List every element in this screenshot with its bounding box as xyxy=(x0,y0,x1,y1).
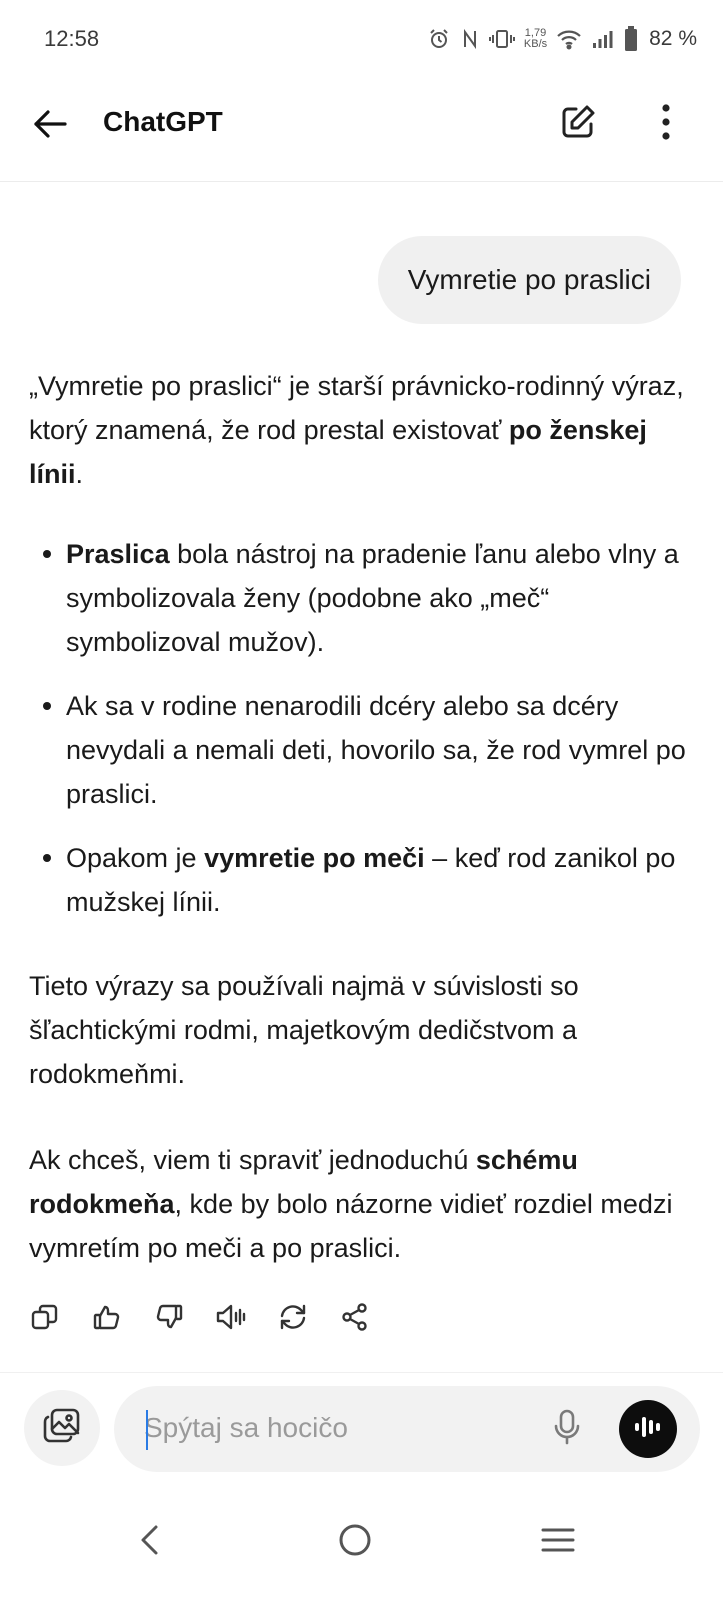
battery-icon xyxy=(624,26,638,52)
copy-button[interactable] xyxy=(26,1300,64,1338)
voice-mode-button[interactable] xyxy=(619,1400,677,1458)
regenerate-button[interactable] xyxy=(274,1300,312,1338)
new-chat-button[interactable] xyxy=(550,96,606,152)
network-speed-value: 1,79 xyxy=(524,27,547,39)
thumbs-up-icon xyxy=(92,1302,122,1337)
speaker-icon xyxy=(215,1302,247,1337)
nfc-icon xyxy=(460,27,480,51)
message-composer xyxy=(114,1386,700,1472)
copy-icon xyxy=(30,1302,60,1337)
network-speed xyxy=(524,28,547,50)
user-message-text: Vymretie po praslici xyxy=(407,264,651,295)
answer-paragraph-bold: schému rodokmeňa xyxy=(29,1145,578,1219)
dictation-button[interactable] xyxy=(544,1406,590,1452)
message-actions xyxy=(26,1300,374,1338)
list-item xyxy=(29,532,689,664)
bullet-bold: Praslica xyxy=(66,539,170,569)
like-button[interactable] xyxy=(88,1300,126,1338)
arrow-left-icon xyxy=(32,109,68,144)
refresh-icon xyxy=(277,1302,309,1337)
voice-mode-icon xyxy=(633,1414,663,1445)
list-item xyxy=(29,836,689,924)
answer-paragraph-text: , kde by bolo názorne vidieť rozdiel medzi vymretím po meči a po praslici. xyxy=(29,1189,673,1263)
signal-icon xyxy=(591,28,615,50)
new-chat-edit-icon xyxy=(559,103,597,146)
system-home-button[interactable] xyxy=(325,1512,385,1572)
answer-intro-text: „Vymretie po praslici“ je starší právnicko-rodinný výraz, ktorý znamená, že rod prestal existovať xyxy=(29,371,684,445)
vibrate-icon xyxy=(489,27,515,51)
more-vertical-icon xyxy=(661,104,671,145)
answer-paragraph-text: Ak chceš, viem ti spraviť jednoduchú xyxy=(29,1145,476,1175)
app-bar xyxy=(0,78,723,182)
read-aloud-button[interactable] xyxy=(212,1300,250,1338)
answer-intro xyxy=(29,364,689,496)
list-item xyxy=(29,684,689,816)
answer-intro-end: . xyxy=(75,459,84,489)
system-nav-bar xyxy=(0,1492,723,1600)
bullet-text: – keď rod zanikol po mužskej línii. xyxy=(66,843,676,917)
composer-divider xyxy=(0,1372,723,1373)
system-recents-button[interactable] xyxy=(528,1512,588,1572)
bullet-text: bola nástroj na pradenie ľanu alebo vlny a symbolizovala ženy (podobne ako „meč“ symbolizoval mužov). xyxy=(66,539,679,657)
menu-lines-icon xyxy=(541,1527,575,1558)
status-bar xyxy=(0,0,723,78)
bullet-text: Ak sa v rodine nenarodili dcéry alebo sa dcéry nevydali a nemali deti, hovorilo sa, že rod vymrel po praslici. xyxy=(66,691,686,809)
bullet-text: Opakom je xyxy=(66,843,205,873)
bullet-bold: vymretie po meči xyxy=(204,843,425,873)
battery-percent: 82 % xyxy=(649,27,697,50)
text-caret xyxy=(146,1410,148,1450)
user-message-bubble xyxy=(378,236,681,324)
page-title: ChatGPT xyxy=(103,106,223,137)
system-back-button[interactable] xyxy=(120,1512,180,1572)
status-icons xyxy=(427,24,697,54)
chevron-left-icon xyxy=(138,1524,162,1561)
wifi-icon xyxy=(556,28,582,50)
status-time: 12:58 xyxy=(44,26,100,51)
image-attach-icon xyxy=(42,1407,82,1450)
alarm-icon xyxy=(427,27,451,51)
message-input[interactable] xyxy=(144,1408,524,1448)
network-speed-unit: KB/s xyxy=(523,38,548,50)
dislike-button[interactable] xyxy=(150,1300,188,1338)
thumbs-down-icon xyxy=(154,1302,184,1337)
answer-bullet-list xyxy=(29,532,689,924)
attach-image-button[interactable] xyxy=(24,1390,100,1466)
answer-intro-bold: po ženskej línii xyxy=(29,415,647,489)
share-icon xyxy=(340,1302,370,1337)
assistant-message xyxy=(29,364,689,1270)
share-button[interactable] xyxy=(336,1300,374,1338)
microphone-icon xyxy=(553,1409,581,1450)
more-options-button[interactable] xyxy=(638,96,694,152)
back-button[interactable] xyxy=(22,98,78,154)
answer-paragraph: Tieto výrazy sa používali najmä v súvislosti so šľachtickými rodmi, majetkovým dedičstvom a rodokmeňmi. xyxy=(29,971,579,1089)
answer-paragraph xyxy=(29,1138,689,1270)
home-circle-icon xyxy=(338,1523,372,1562)
